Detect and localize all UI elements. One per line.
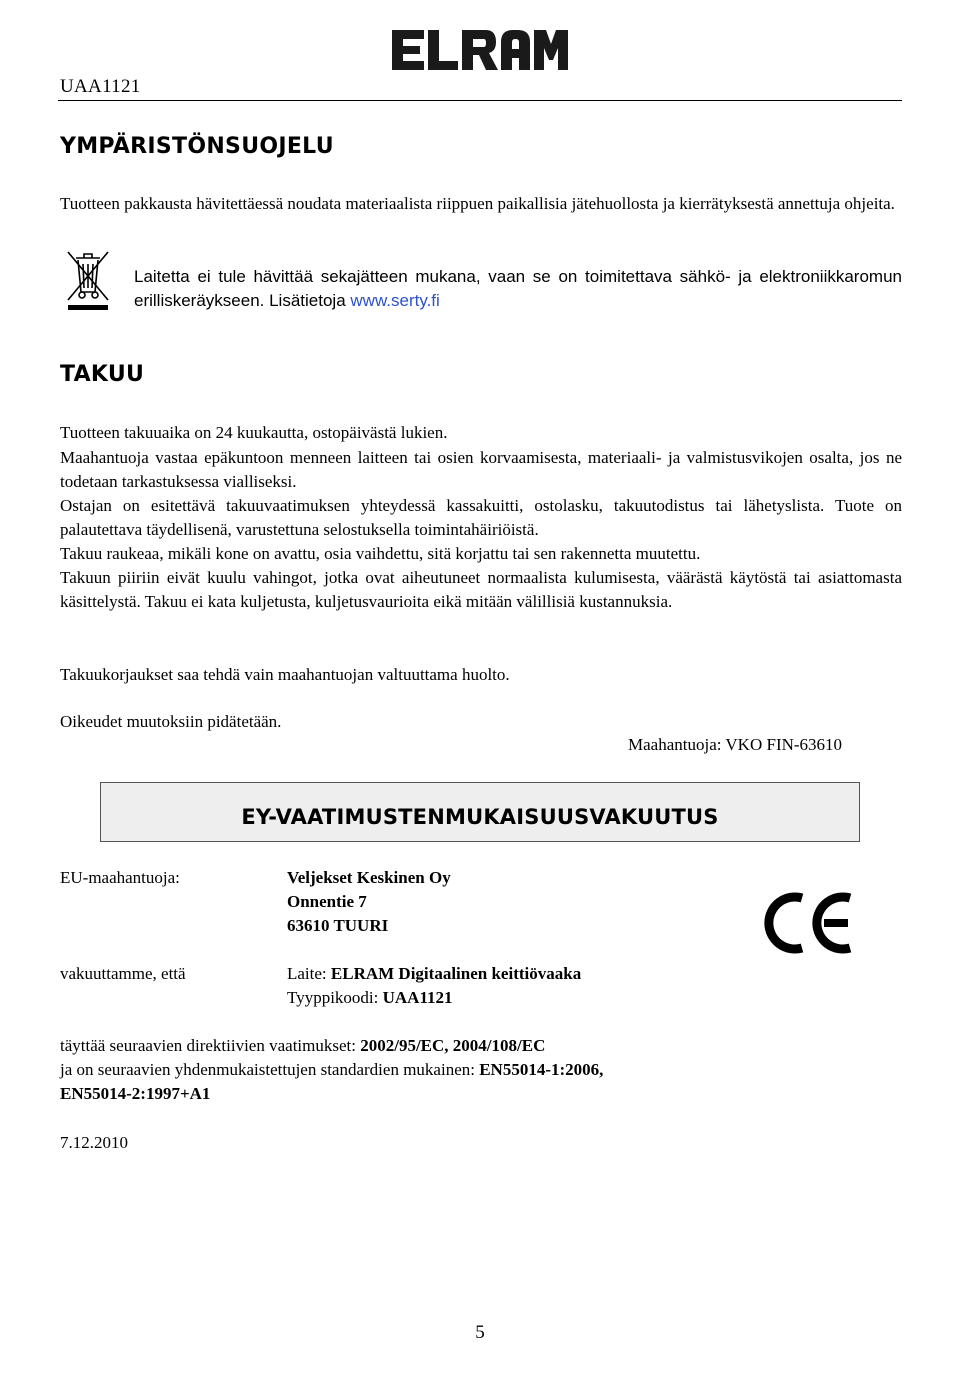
importer-line: Maahantuoja: VKO FIN-63610: [628, 735, 843, 754]
serty-link[interactable]: www.serty.fi: [350, 290, 440, 310]
warranty-receipt: Ostajan on esitettävä takuuvaatimuksen yhteydessä kassakuitti, ostolasku, takuutodistus tai lähetyslista. Tuote on palautettava täydellisenä, varustettuna selostuksella toimintahäiriöistä.: [60, 496, 902, 539]
model-code: UAA1121: [60, 76, 141, 97]
warranty-replacement: Maahantuoja vastaa epäkuntoon menneen laitteen tai osien korvaamisesta, materiaali- ja valmistusvikojen osalta, jos ne todetaan tarkastuksessa vialliseksi.: [60, 448, 902, 491]
crossed-bin-icon: [64, 248, 112, 312]
device-label: Laite:: [287, 964, 331, 983]
warranty-void: Takuu raukeaa, mikäli kone on avattu, osia vaihdettu, sitä korjattu tai sen rakennetta muutettu.: [60, 544, 701, 563]
elram-logo: [390, 28, 570, 72]
type-label: Tyyppikoodi:: [287, 988, 383, 1007]
standards-1: EN55014-1:2006,: [479, 1060, 604, 1079]
declaration-date: 7.12.2010: [60, 1133, 128, 1152]
directives-line: [60, 1036, 545, 1056]
declare-label: vakuuttamme, että: [60, 964, 186, 983]
warranty-exclusions: Takuun piiriin eivät kuulu vahingot, jotka ovat aiheutuneet normaalista kulumisesta, väärästä käytöstä tai asiattomasta käsittelystä. Takuu ei kata kuljetusta, kuljetusvaurioita eikä mitään välillisiä kustannuksia.: [60, 568, 902, 611]
ce-mark-icon: [758, 890, 854, 956]
standards-line: [60, 1060, 603, 1080]
packaging-paragraph: Tuotteen pakkausta hävitettäessä noudata materiaalista riippuen paikallisia jätehuollosta ja kierrätyksestä annettuja ohjeita.: [60, 194, 895, 213]
rights-reserved: Oikeudet muutoksiin pidätetään.: [60, 712, 282, 731]
company-city: 63610 TUURI: [287, 916, 389, 935]
declaration-title: EY-VAATIMUSTENMUKAISUUSVAKUUTUS: [241, 805, 719, 829]
company-name: Veljekset Keskinen Oy: [287, 868, 451, 887]
type-line: [287, 988, 453, 1008]
device-name: ELRAM Digitaalinen keittiövaaka: [330, 964, 582, 983]
company-street: Onnentie 7: [287, 892, 367, 911]
page-number: 5: [475, 1322, 485, 1343]
header-rule: [58, 100, 902, 101]
device-line: [287, 964, 581, 984]
warranty-period: Tuotteen takuuaika on 24 kuukautta, ostopäivästä lukien.: [60, 423, 448, 442]
warranty-heading: TAKUU: [60, 362, 145, 387]
directives-text: täyttää seuraavien direktiivien vaatimukset:: [60, 1036, 361, 1055]
environment-heading: YMPÄRISTÖNSUOJELU: [60, 134, 334, 159]
warranty-repairs: Takuukorjaukset saa tehdä vain maahantuojan valtuuttama huolto.: [60, 665, 510, 684]
standards-2: EN55014-2:1997+A1: [60, 1084, 211, 1103]
declaration-banner: [100, 782, 860, 842]
directives-list: 2002/95/EC, 2004/108/EC: [360, 1036, 546, 1055]
weee-text: Laitetta ei tule hävittää sekajätteen mukana, vaan se on toimitettava sähkö- ja elektroniikkaromun erilliskeräykseen. Lisätietoja: [134, 267, 902, 310]
standards-text: ja on seuraavien yhdenmukaistettujen standardien mukainen:: [60, 1060, 480, 1079]
eu-importer-label: EU-maahantuoja:: [60, 868, 180, 887]
type-code: UAA1121: [382, 988, 453, 1007]
weee-paragraph: [134, 265, 902, 312]
